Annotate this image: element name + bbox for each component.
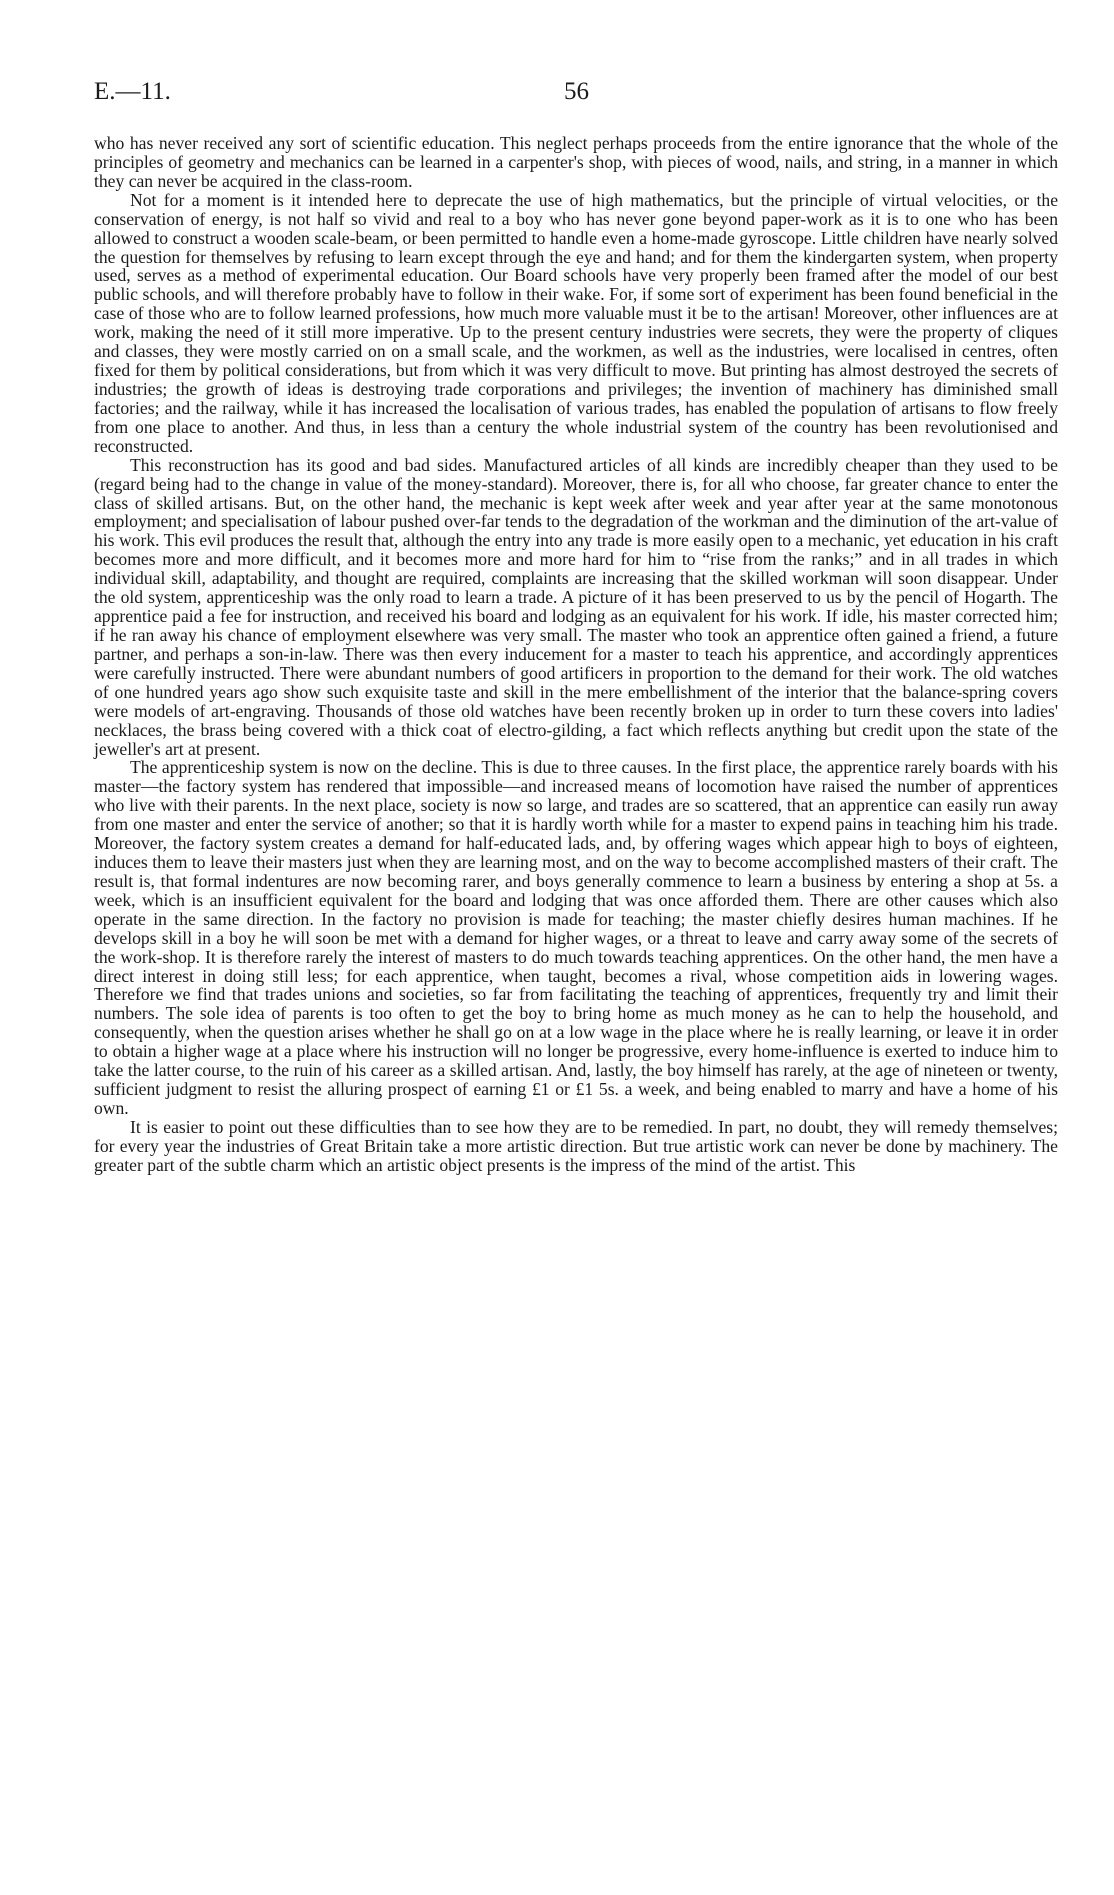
- paragraph: This reconstruction has its good and bad sides. Manufactured articles of all kinds are incredibly cheaper than they used to be (regard being had to the change in value of the money-standard). Moreover, there is, for all who choose, far greater chance to enter the class of skilled artisans. But, on the other hand, the mechanic is kept week after week and year after year at the same monotonous employment; and specialisation of labour pushed over-far tends to the degradation of the workman and the diminution of the art-value of his work. This evil produces the result that, although the entry into any trade is more easily open to a mechanic, yet education in his craft becomes more and more difficult, and it becomes more and more hard for him to “rise from the ranks;” and in all trades in which individual skill, adaptability, and thought are required, complaints are increasing that the skilled workman will soon disappear. Under the old system, apprenticeship was the only road to learn a trade. A picture of it has been preserved to us by the pencil of Hogarth. The apprentice paid a fee for instruction, and received his board and lodging as an equivalent for his work. If idle, his master corrected him; if he ran away his chance of employment elsewhere was very small. The master who took an apprentice often gained a friend, a future partner, and perhaps a son-in-law. There was then every inducement for a master to teach his apprentice, and accordingly apprentices were carefully instructed. There were abundant numbers of good artificers in proportion to the demand for their work. The old watches of one hundred years ago show such exquisite taste and skill in the mere embellishment of the interior that the balance-spring covers were models of art-engraving. Thousands of those old watches have been recently broken up in order to turn these covers into ladies' necklaces, the brass being covered with a thick coat of electro-gilding, a fact which reflects anything but credit upon the state of the jeweller's art at present.: [94, 454, 1058, 759]
- page-header: [94, 78, 1058, 122]
- page-number: 56: [564, 78, 589, 105]
- body-text: [94, 134, 1058, 1175]
- document-page: [94, 78, 1058, 1175]
- document-reference: E.—11.: [94, 78, 171, 105]
- paragraph-continued: who has never received any sort of scientific education. This neglect perhaps proceeds from the entire ignorance that the whole of the principles of geometry and mechanics can be learned in a carpenter's shop, with pieces of wood, nails, and string, in a manner in which they can never be acquired in the class-room.: [94, 133, 1058, 191]
- paragraph: The apprenticeship system is now on the decline. This is due to three causes. In the first place, the apprentice rarely boards with his master—the factory system has rendered that impossible—and increased means of locomotion have raised the number of apprentices who live with their parents. In the next place, society is now so large, and trades are so scattered, that an apprentice can easily run away from one master and enter the service of another; so that it is hardly worth while for a master to expend pains in teaching him his trade. Moreover, the factory system creates a demand for half-educated lads, and, by offering wages which appear high to boys of eighteen, induces them to leave their masters just when they are learning most, and on the way to become accomplished masters of their craft. The result is, that formal indentures are now becoming rarer, and boys generally commence to learn a business by entering a shop at 5s. a week, which is an insufficient equivalent for the board and lodging that was once afforded them. There are other causes which also operate in the same direction. In the factory no provision is made for teaching; the master chiefly desires human machines. If he develops skill in a boy he will soon be met with a demand for higher wages, or a threat to leave and carry away some of the secrets of the work-shop. It is therefore rarely the interest of masters to do much towards teaching apprentices. On the other hand, the men have a direct interest in doing still less; for each apprentice, when taught, becomes a rival, whose competition aids in lowering wages. Therefore we find that trades unions and societies, so far from facilitating the teaching of apprentices, frequently try and limit their numbers. The sole idea of parents is too often to get the boy to bring home as much money as he can to help the household, and consequently, when the question arises whether he shall go on at a low wage in the place where he is really learning, or leave it in order to obtain a higher wage at a place where his instruction will no longer be progressive, every home-influence is exerted to induce him to take the latter course, to the ruin of his career as a skilled artisan. And, lastly, the boy himself has rarely, at the age of nineteen or twenty, sufficient judgment to resist the alluring prospect of earning £1 or £1 5s. a week, and being enabled to marry and have a home of his own.: [94, 757, 1058, 1119]
- paragraph: Not for a moment is it intended here to deprecate the use of high mathematics, but the principle of virtual velocities, or the conservation of energy, is not half so vivid and real to a boy who has never gone beyond paper-work as it is to one who has been allowed to construct a wooden scale-beam, or been permitted to handle even a home-made gyroscope. Little children have nearly solved the question for themselves by refusing to learn except through the eye and hand; and for them the kindergarten system, when property used, serves as a method of experimental education. Our Board schools have very properly been framed after the model of our best public schools, and will therefore probably have to follow in their wake. For, if some sort of experiment has been found beneficial in the case of those who are to follow learned professions, how much more valuable must it be to the artisan! Moreover, other influences are at work, making the need of it still more imperative. Up to the present century industries were secrets, they were the property of cliques and classes, they were mostly carried on on a small scale, and the workmen, as well as the industries, were localised in centres, often fixed for them by political considerations, but from which it was very difficult to move. But printing has almost destroyed the secrets of industries; the growth of ideas is destroying trade corporations and privileges; the invention of machinery has diminished small factories; and the railway, while it has increased the localisation of various trades, has enabled the population of artisans to flow freely from one place to another. And thus, in less than a century the whole industrial system of the country has been revolutionised and reconstructed.: [94, 189, 1058, 456]
- paragraph: It is easier to point out these difficulties than to see how they are to be remedied. In part, no doubt, they will remedy themselves; for every year the industries of Great Britain take a more artistic direction. But true artistic work can never be done by machinery. The greater part of the subtle charm which an artistic object presents is the impress of the mind of the artist. This: [94, 1116, 1058, 1175]
